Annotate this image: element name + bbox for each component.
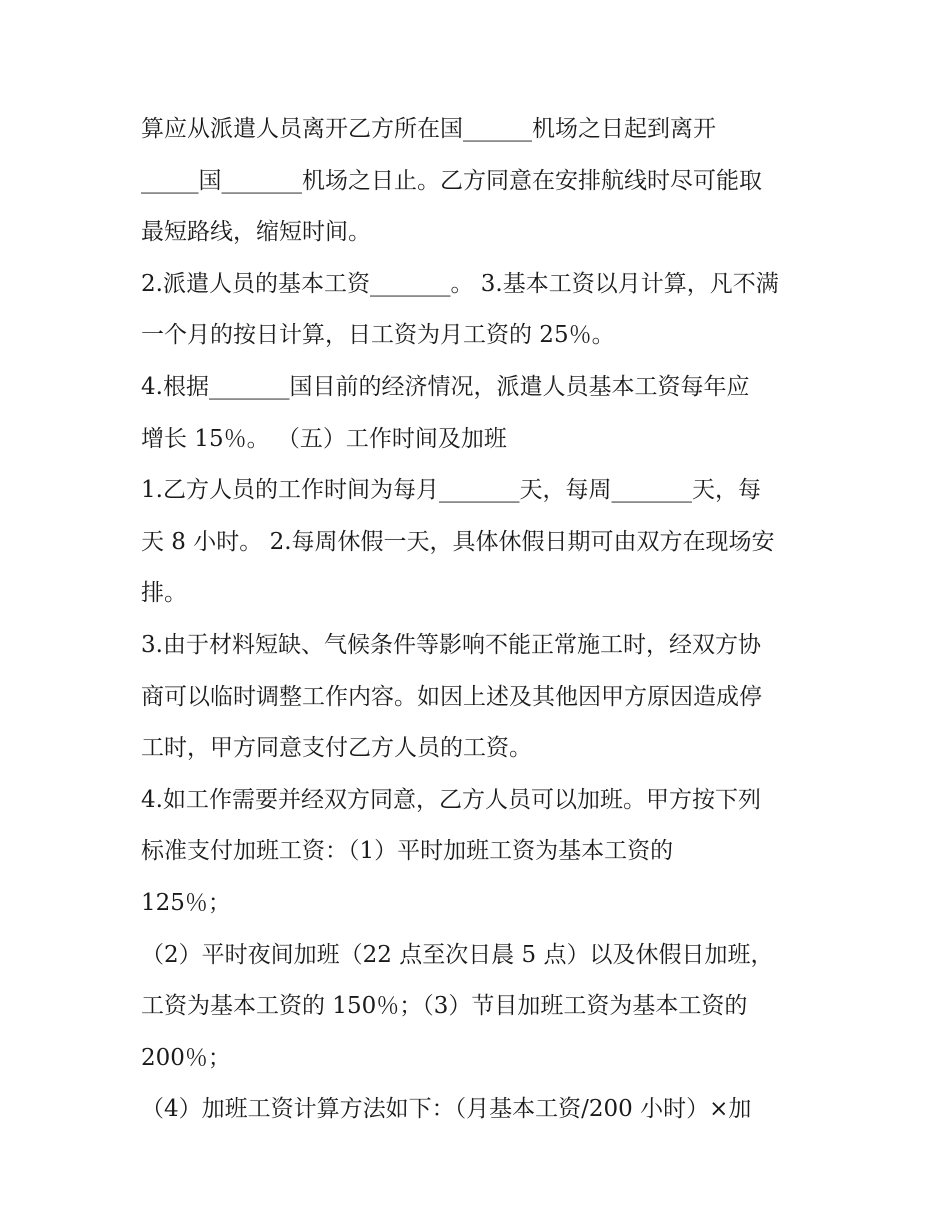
text-line-2: _____国_______机场之日止。乙方同意在安排航线时尽可能取 — [141, 167, 762, 194]
text-line-11: 3.由于材料短缺、气候条件等影响不能正常施工时，经双方协 — [141, 631, 761, 658]
text-line-15: 标准支付加班工资：（1）平时加班工资为基本工资的 — [141, 838, 674, 865]
text-line-14: 4.如工作需要并经双方同意，乙方人员可以加班。甲方按下列 — [141, 786, 761, 813]
document-body — [141, 104, 821, 1136]
text-line-1: 算应从派遣人员离开乙方所在国______机场之日起到离开 — [141, 116, 716, 142]
text-line-9: 天 8 小时。 2.每周休假一天，具体休假日期可由双方在现场安 — [141, 528, 775, 555]
text-line-16: 125％； — [141, 889, 231, 916]
text-line-7: 增长 15％。 （五）工作时间及加班 — [141, 425, 507, 452]
text-line-12: 商可以临时调整工作内容。如因上述及其他因甲方原因造成停 — [141, 683, 762, 710]
text-line-3: 最短路线，缩短时间。 — [141, 219, 371, 246]
text-line-13: 工时，甲方同意支付乙方人员的工资。 — [141, 735, 532, 762]
text-line-4: 2.派遣人员的基本工资_______。 3.基本工资以月计算，凡不满 — [141, 270, 779, 297]
text-line-6: 4.根据_______国目前的经济情况，派遣人员基本工资每年应 — [141, 373, 750, 400]
text-line-8: 1.乙方人员的工作时间为每月_______天，每周_______天，每 — [141, 477, 761, 504]
text-line-18: 工资为基本工资的 150％；（3）节目加班工资为基本工资的 — [141, 993, 748, 1020]
text-line-20: （4）加班工资计算方法如下：（月基本工资/200 小时）×加 — [141, 1096, 752, 1123]
text-line-10: 排。 — [141, 580, 187, 607]
text-line-19: 200％； — [141, 1044, 231, 1071]
text-line-5: 一个月的按日计算，日工资为月工资的 25％。 — [141, 322, 615, 349]
text-line-17: （2）平时夜间加班（22 点至次日晨 5 点）以及休假日加班， — [141, 941, 774, 968]
